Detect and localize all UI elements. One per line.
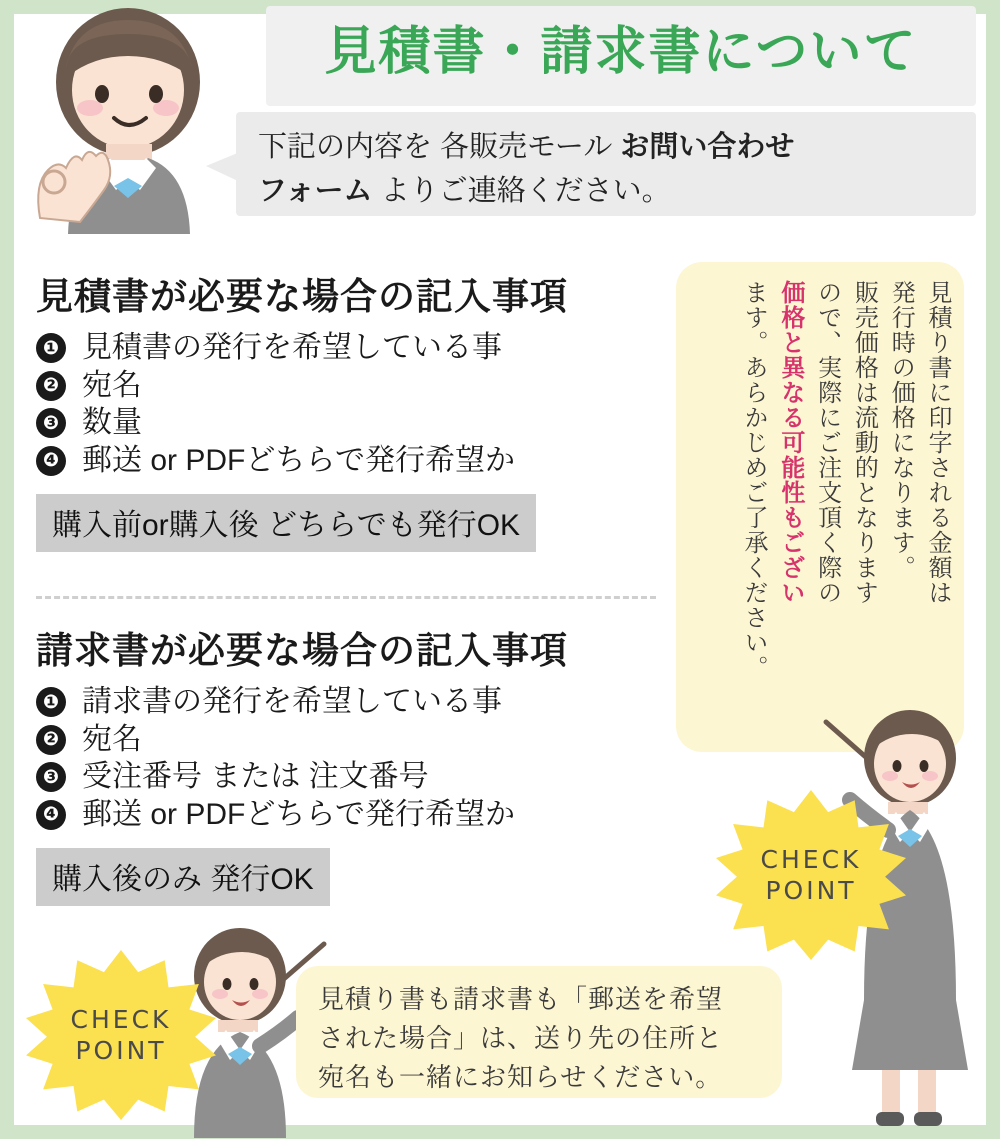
bottom-bubble-line1: 見積り書も請求書も「郵送を希望 [318,984,724,1014]
invoice-note-badge: 購入後のみ 発行OK [36,848,330,906]
vertical-note-box [676,262,964,752]
check-point-line1: CHECK [70,1004,172,1034]
item-number: ❸ [36,762,66,792]
item-text: 宛名 [82,722,142,756]
vertical-note-line: ので、実際にご注文頂く際の [813,280,841,605]
list-item [36,684,656,721]
check-point-line1: CHECK [760,844,862,874]
page-title: 見積書・請求書について [324,23,918,81]
intro-text [258,126,958,213]
item-text: 請求書の発行を希望している事 [82,685,502,718]
item-text: 受注番号 または 注文番号 [82,760,429,794]
check-point-badge-right [716,790,906,960]
item-number: ❸ [36,408,66,438]
vertical-note-line-highlight: 価格と異なる可能性もござい [776,280,804,605]
item-text: 数量 [82,406,142,440]
section-title-invoice: 請求書が必要な場合の記入事項 [36,630,568,671]
check-point-line2: POINT [765,876,857,905]
intro-line2-bold: フォーム [258,174,373,207]
item-number: ❷ [36,725,66,755]
list-item [36,405,656,442]
vertical-note-line: 見積り書に印字される金額は [924,280,951,605]
section-title-estimate: 見積書が必要な場合の記入事項 [36,276,568,317]
list-item [36,722,656,759]
item-text: 宛名 [82,368,142,402]
vertical-note-line: 販売価格は流動的となります [850,280,878,605]
check-point-text [761,844,862,907]
intro-line1-bold: お問い合わせ [620,131,795,163]
list-item [36,759,656,796]
estimate-item-list [36,330,656,479]
item-number: ❹ [36,800,66,830]
item-text: 郵送 or PDFどちらで発行希望か [82,797,516,831]
vertical-note-line: ます。あらかじめご了承ください。 [740,280,768,680]
item-number: ❶ [36,687,66,717]
check-point-line2: POINT [75,1036,167,1065]
bottom-speech-bubble [296,966,782,1098]
check-point-badge-left [26,950,216,1120]
section-divider [36,596,656,599]
intro-box [236,112,976,216]
section-estimate [36,266,656,552]
list-item [36,330,656,367]
check-point-text [71,1004,172,1067]
bottom-bubble-line2: された場合」は、送り先の住所と [318,1023,724,1053]
intro-line2-normal: よりご連絡ください。 [372,174,671,207]
character-illustration-top [10,4,250,234]
bottom-bubble-text [318,980,768,1097]
intro-line1-normal: 下記の内容を 各販売モール [258,131,621,163]
list-item [36,797,656,834]
invoice-item-list [36,684,656,833]
list-item [36,368,656,405]
section-invoice [36,620,656,906]
list-item [36,443,656,480]
item-number: ❷ [36,371,66,401]
bottom-bubble-line3: 宛名も一緒にお知らせください。 [318,1062,723,1092]
item-number: ❶ [36,333,66,363]
estimate-note-badge: 購入前or購入後 どちらでも発行OK [36,494,536,552]
item-text: 見積書の発行を希望している事 [82,331,502,364]
item-number: ❹ [36,446,66,476]
vertical-note-line: 発行時の価格になります。 [887,280,915,580]
item-text: 郵送 or PDFどちらで発行希望か [82,443,516,477]
